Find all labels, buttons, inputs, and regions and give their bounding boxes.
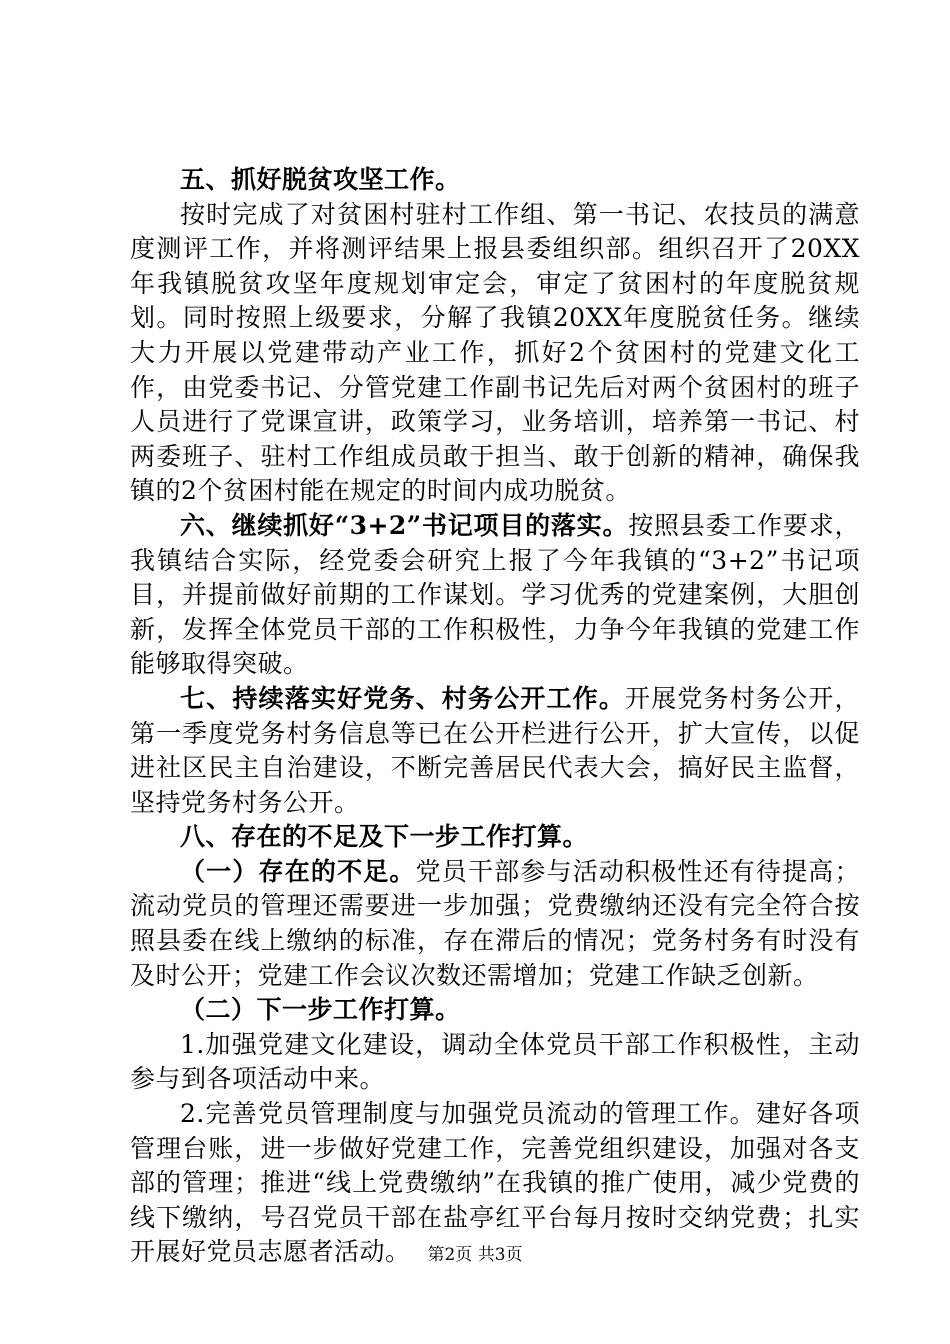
paragraph-next-step-1: 1.加强党建文化建设，调动全体党员干部工作积极性，主动参与到各项活动中来。: [130, 1029, 860, 1094]
paragraph-next-step-2: 2.完善党员管理制度与加强党员流动的管理工作。建好各项管理台账，进一步做好党建工作，完善党组织建设，加强对各支部的管理；推进“线上党费缴纳”在我镇的推广使用，减少党费的线下缴纳，号召党员干部在盐亭红平台每月按时交纳党费；扎实开展好党员志愿者活动。: [130, 1099, 860, 1267]
page-number-footer: 第2页 共3页: [427, 1245, 523, 1265]
paragraph-shortcomings: [130, 855, 860, 993]
paragraph-secretary-project: [130, 509, 860, 682]
body-shortcomings: 党员干部参与活动积极性还有待提高；流动党员的管理还需要进一步加强；党费缴纳还没有完全符合按照县委在线上缴纳的标准，存在滞后的情况；党务村务有时没有及时公开；党建工作会议次数还需增加；党建工作缺乏创新。: [130, 856, 860, 990]
paragraph-affairs-disclosure: [130, 682, 860, 820]
body-secretary-project: 按照县委工作要求，我镇结合实际，经党委会研究上报了今年我镇的“3+2”书记项目，并提前做好前期的工作谋划。学习优秀的党建案例，大胆创新，发挥全体党员干部的工作积极性，力争今年我镇的党建工作能够取得突破。: [130, 510, 860, 679]
body-affairs-disclosure: 开展党务村务公开，第一季度党务村务信息等已在公开栏进行公开，扩大宣传，以促进社区民主自治建设，不断完善居民代表大会，搞好民主监督，坚持党务村务公开。: [130, 683, 860, 817]
paragraph-poverty: 按时完成了对贫困村驻村工作组、第一书记、农技员的满意度测评工作，并将测评结果上报县委组织部。组织召开了20XX年我镇脱贫攻坚年度规划审定会，审定了贫困村的年度脱贫规划。同时按照上级要求，分解了我镇20XX年度脱贫任务。继续大力开展以党建带动产业工作，抓好2个贫困村的党建文化工作，由党委书记、分管党建工作副书记先后对两个贫困村的班子人员进行了党课宣讲，政策学习，业务培训，培养第一书记、村两委班子、驻村工作组成员敢于担当、敢于创新的精神，确保我镇的2个贫困村能在规定的时间内成功脱贫。: [130, 199, 860, 506]
lead-secretary-project: 六、继续抓好“3+2”书记项目的落实。: [180, 510, 629, 540]
section-heading-shortcomings: 八、存在的不足及下一步工作打算。: [180, 822, 589, 852]
document-body: [130, 163, 860, 1270]
section-heading-next-steps: （二）下一步工作打算。: [180, 995, 461, 1025]
section-heading-poverty: 五、抓好脱贫攻坚工作。: [180, 165, 461, 194]
lead-shortcomings: （一）存在的不足。: [180, 856, 416, 886]
lead-affairs-disclosure: 七、持续落实好党务、村务公开工作。: [180, 683, 626, 713]
